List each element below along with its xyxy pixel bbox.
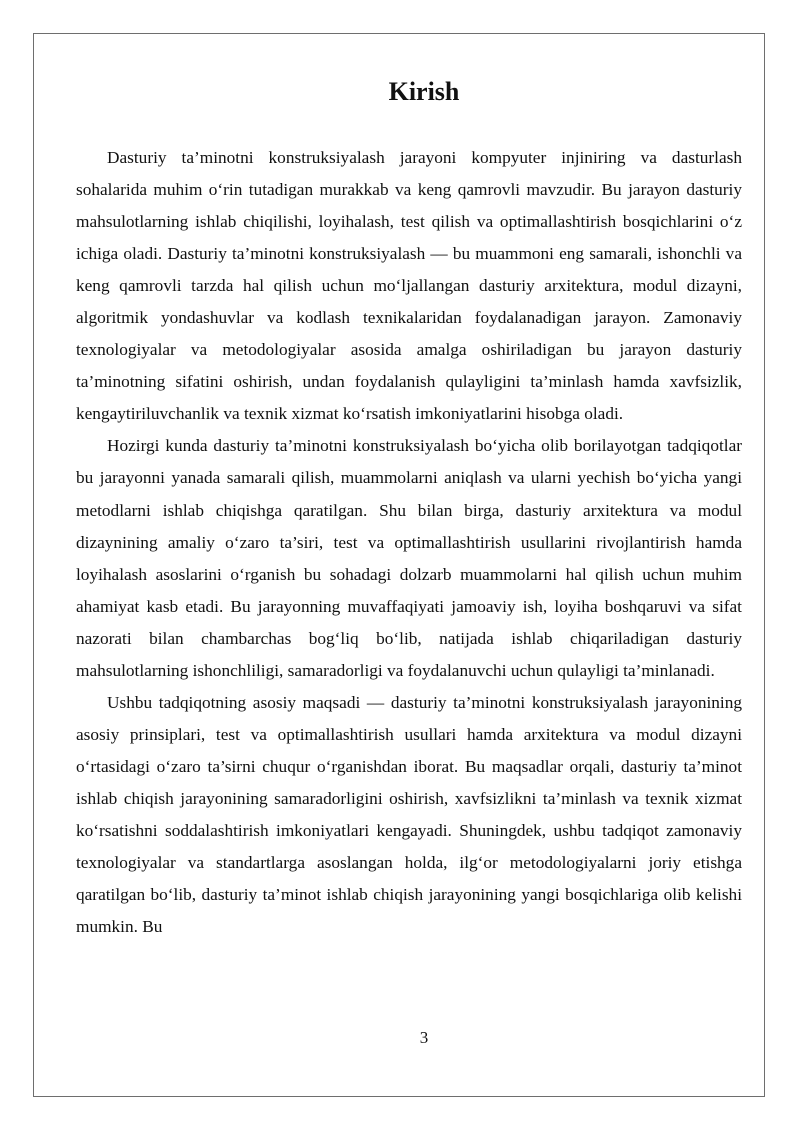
paragraph-3: Ushbu tadqiqotning asosiy maqsadi — dasturiy ta’minotni konstruksiyalash jarayonining asosiy prinsiplari, test va optimallashtirish usullari hamda arxitektura va modul dizayni o‘rtasidagi o‘zaro ta’sirni chuqur o‘rganishdan iborat. Bu maqsadlar orqali, dasturiy ta’minot ishlab chiqish jarayonining samaradorligini oshirish, xavfsizlikni ta’minlash va texnik xizmat ko‘rsatishni soddalashtirish imkoniyatlari kengayadi. Shuningdek, ushbu tadqiqot zamonaviy texnologiyalar va standartlarga asoslangan holda, ilg‘or metodologiyalarni joriy etishga qaratilgan bo‘lib, dasturiy ta’minot ishlab chiqish jarayonining yangi bosqichlariga olib kelishi mumkin. Bu [76,692,742,937]
paragraph-1: Dasturiy ta’minotni konstruksiyalash jarayoni kompyuter injiniring va dasturlash sohalarida muhim o‘rin tutadigan murakkab va keng qamrovli mavzudir. Bu jarayon dasturiy mahsulotlarning ishlab chiqilishi, loyihalash, test qilish va optimallashtirish bosqichlarini o‘z ichiga oladi. Dasturiy ta’minotni konstruksiyalash — bu muammoni eng samarali, ishonchli va keng qamrovli tarzda hal qilish uchun mo‘ljallangan dasturiy arxitektura, modul dizayni, algoritmik yondashuvlar va kodlash texnikalaridan foydalanadigan jarayon. Zamonaviy texnologiyalar va metodologiyalar asosida amalga oshiriladigan bu jarayon dasturiy ta’minotning sifatini oshirish, undan foydalanish qulayligini ta’minlash hamda xavfsizlik, kengaytiriluvchanlik va texnik xizmat ko‘rsatish imkoniyatlarini hisobga oladi. [76,148,742,424]
page-number: 3 [419,1028,429,1047]
body-text [76,142,742,943]
page-title: Kirish [388,77,460,106]
paragraph-2: Hozirgi kunda dasturiy ta’minotni konstruksiyalash bo‘yicha olib borilayotgan tadqiqotlar bu jarayonni yanada samarali qilish, muammolarni aniqlash va ularni yechish bo‘yicha yangi metodlarni ishlab chiqishga qaratilgan. Shu bilan birga, dasturiy arxitektura va modul dizaynining amaliy o‘zaro ta’siri, test va optimallashtirish usullarini rivojlantirish hamda loyihalash asoslarini o‘rganish bu sohadagi dolzarb muammolarni hal qilish uchun muhim ahamiyat kasb etadi. Bu jarayonning muvaffaqiyati jamoaviy ish, loyiha boshqaruvi va sifat nazorati bilan chambarchas bog‘liq bo‘lib, natijada ishlab chiqariladigan dasturiy mahsulotlarning ishonchliligi, samaradorligi va foydalanuvchi uchun qulayligi ta’minlanadi. [76,436,742,680]
